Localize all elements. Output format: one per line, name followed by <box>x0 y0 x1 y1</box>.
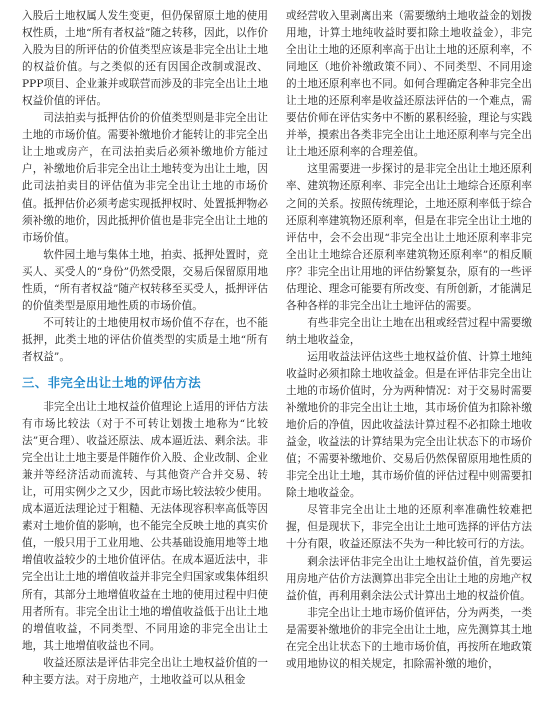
paragraph: 尽管非完全出让土地的还原利率准确性较难把握，但是现状下，非完全出让土地可选择的评估方法十分有限，收益还原法不失为一种比较可行的方法。 <box>286 504 532 551</box>
paragraph: 司法拍卖与抵押估价的价值类型则是非完全出让土地的市场价值。需要补缴地价才能转让的非完全出让土地或房产，在司法拍卖后必须补缴地价方能过户，补缴地价后非完全出让土地转变为出让土地，因此司法拍卖目的评估值为非完全出让土地的市场价值。抵押估价必须考虑实现抵押权时、处置抵押物必须补缴的地价，因此抵押价值也是非完全出让土地的市场价值。 <box>22 112 268 244</box>
paragraph: 这里需要进一步探讨的是非完全出让土地还原利率、建筑物还原利率、非完全出让土地综合还原利率之间的关系。按照传统理论，土地还原利率低于综合还原利率建筑物还原利率，但是在非完全出让土地的评估中，会不会出现“非完全出让土地还原利率非完全出让土地综合还原利率建筑物还原利率”的相反顺序？非完全出让用地的评估纷繁复杂，原有的一些评估理论、理念可能要有所改变、有所创新，才能满足各种各样的非完全出让土地评估的需要。 <box>286 163 532 312</box>
paragraph: 收益还原法是评估非完全出让土地权益价值的一种主要方法。对于房地产，土地收益可以从租金 <box>22 656 268 686</box>
paragraph: 软件园土地与集体土地，拍卖、抵押处置时，竞买人、买受人的“身份”仍然受限，交易后保留原用地性质，“所有者权益”随产权转移至买受人，抵押评估的价值类型是原用地性质的市场价值。 <box>22 248 268 312</box>
right-column <box>286 8 532 722</box>
paragraph: 入股后土地权属人发生变更，但仍保留原土地的使用权性质，土地“所有者权益”随之转移，因此，以作价入股为目的所评估的价值类型应该是非完全出让土地的权益价值。与之类似的还有因国企改制或混改、PPP项目、企业兼并或联营而涉及的非完全出让土地权益价值的评估。 <box>22 10 268 108</box>
paragraph: 运用收益法评估这些土地权益价值、计算土地纯收益时必须扣除土地收益金。但是在评估非完全出让土地的市场价值时，分为两种情况：对于交易时需要补缴地价的非完全出让土地，其市场价值为扣除补缴地价后的净值，因此收益法计算过程不必扣除土地收益金，收益法的计算结果为完全出让状态下的市场价值；不需要补缴地价、交易后仍然保留原用地性质的非完全出让土地，其市场价值的评估过程中则需要扣除土地收益金。 <box>286 350 532 500</box>
section-heading: 三、非完全出让土地的评估方法 <box>22 374 202 390</box>
left-column <box>22 8 268 722</box>
paragraph: 或经营收入里剥离出来（需要缴纳土地收益金的划拨用地，计算土地纯收益时要扣除土地收益金），非完全出让土地的还原利率高于出让土地的还原利率，不同地区（地价补缴政策不同）、不同类型、不同用途的土地还原利率也不同。如何合理确定各种非完全出让土地的还原利率是收益还原法评估的一个难点，需要估价师在评估实务中不断的累积经验，理论与实践并举，摸索出各类非完全出让土地还原利率与完全出让土地还原利率的合理差值。 <box>286 10 532 159</box>
paragraph: 非完全出让土地市场价值评估，分为两类，一类是需要补缴地价的非完全出让土地，应先测算其土地在完全出让状态下的土地市场价值，再按所在地政策或用地协议的相关规定，扣除需补缴的地价， <box>286 606 532 670</box>
paragraph: 剩余法评估非完全出让土地权益价值，首先要运用房地产估价方法测算出非完全出让土地的房地产权益价值，再利用剩余法公式计算出土地的权益价值。 <box>286 555 532 602</box>
paragraph: 有些非完全出让土地在出租或经营过程中需要缴纳土地收益金， <box>286 316 532 346</box>
paragraph: 不可转让的土地使用权市场价值不存在，也不能抵押，此类土地的评估价值类型的实质是土地“所有者权益”。 <box>22 316 268 363</box>
paragraph: 非完全出让土地权益价值理论上适用的评估方法有市场比较法（对于不可转让划拨土地称为“比较法”更合理）、收益还原法、成本逼近法、剩余法。非完全出让土地主要是伴随作价入股、企业改制、企业兼并等经济活动而流转、与其他资产合并交易、转让，可用实例少之又少，因此市场比较法较少使用。成本逼近法理论过于粗糙、无法体现容积率高低等因素对土地价值的影响，也不能完全反映土地的真实价值，一般只用于工业用地、公共基础设施用地等土地增值收益较少的土地价值评估。在成本逼近法中，非完全出让土地的增值收益并非完全归国家或集体组织所有，其部分土地增值收益在土地的使用过程中归使用者所有。非完全出让土地的增值收益低于出让土地的增值收益，不同类型、不同用途的非完全出让土地，其土地增值收益也不同。 <box>22 400 268 652</box>
